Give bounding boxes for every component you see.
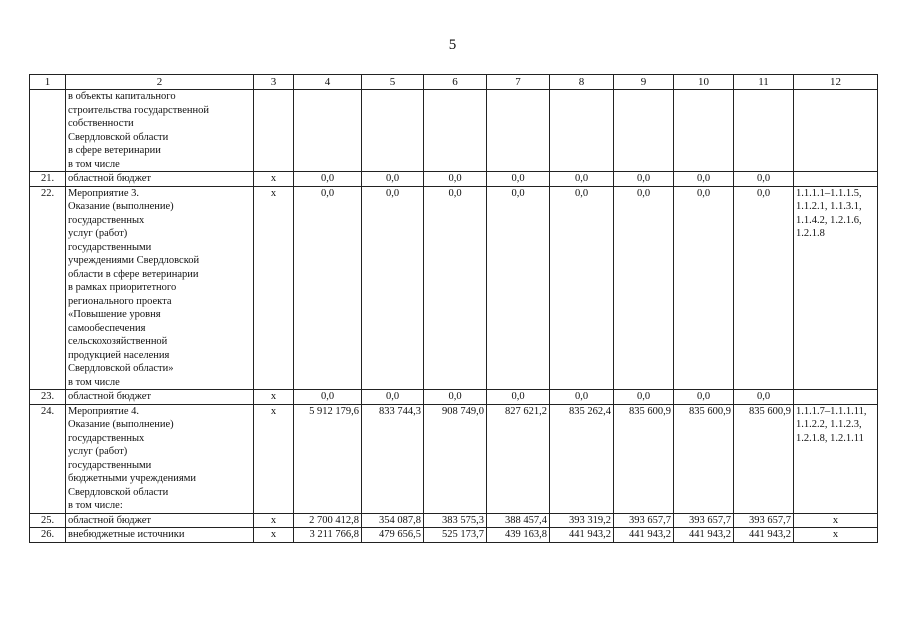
row-value: 388 457,4 (487, 513, 550, 528)
row-number: 25. (30, 513, 66, 528)
column-header: 6 (424, 75, 487, 90)
row-name: Мероприятие 4. Оказание (выполнение) государственных услуг (работ) государственными бюджетными учреждениями Свердловской области в том числе: (66, 404, 254, 513)
row-value: 0,0 (614, 172, 674, 187)
row-col3: x (254, 390, 294, 405)
row-value (362, 90, 424, 172)
row-target-refs (794, 390, 878, 405)
row-target-refs (794, 172, 878, 187)
row-col3: x (254, 528, 294, 543)
row-value: 0,0 (294, 390, 362, 405)
row-value: 0,0 (362, 186, 424, 390)
row-col3: x (254, 404, 294, 513)
row-value: 0,0 (424, 390, 487, 405)
table-row (30, 90, 878, 172)
row-value: 0,0 (734, 172, 794, 187)
budget-table (29, 74, 878, 543)
row-value: 0,0 (362, 172, 424, 187)
table-row (30, 404, 878, 513)
row-value: 393 319,2 (550, 513, 614, 528)
row-name: областной бюджет (66, 390, 254, 405)
row-col3 (254, 90, 294, 172)
row-name: в объекты капитального строительства государственной собственности Свердловской области в сфере ветеринарии в том числе (66, 90, 254, 172)
row-name: внебюджетные источники (66, 528, 254, 543)
row-value: 393 657,7 (614, 513, 674, 528)
row-name: областной бюджет (66, 513, 254, 528)
column-header: 7 (487, 75, 550, 90)
row-value: 0,0 (424, 186, 487, 390)
row-value: 0,0 (550, 172, 614, 187)
row-value: 0,0 (487, 390, 550, 405)
row-value: 479 656,5 (362, 528, 424, 543)
row-col3: x (254, 513, 294, 528)
column-header: 8 (550, 75, 614, 90)
column-header: 2 (66, 75, 254, 90)
page-number: 5 (448, 37, 457, 53)
row-target-refs: x (794, 513, 878, 528)
row-value: 0,0 (614, 186, 674, 390)
row-name: Мероприятие 3. Оказание (выполнение) государственных услуг (работ) государственными учреждениями Свердловской области в сфере ветеринарии в рамках приоритетного регионального проекта «Повышение уровня самообеспечения сельскохозяйственной продукцией населения Свердловской области» в том числе (66, 186, 254, 390)
row-value: 441 943,2 (550, 528, 614, 543)
row-value: 0,0 (487, 186, 550, 390)
row-value: 441 943,2 (674, 528, 734, 543)
row-number (30, 90, 66, 172)
row-col3: x (254, 172, 294, 187)
row-value (734, 90, 794, 172)
row-target-refs (794, 90, 878, 172)
table-row (30, 186, 878, 390)
row-value: 0,0 (674, 172, 734, 187)
row-number: 26. (30, 528, 66, 543)
row-value: 3 211 766,8 (294, 528, 362, 543)
row-number: 22. (30, 186, 66, 390)
row-value: 0,0 (674, 390, 734, 405)
column-header: 9 (614, 75, 674, 90)
row-value: 0,0 (294, 186, 362, 390)
column-header: 3 (254, 75, 294, 90)
column-header: 5 (362, 75, 424, 90)
table-row (30, 528, 878, 543)
row-value: 0,0 (362, 390, 424, 405)
table-row (30, 172, 878, 187)
row-value: 835 262,4 (550, 404, 614, 513)
column-header: 10 (674, 75, 734, 90)
row-value: 354 087,8 (362, 513, 424, 528)
row-value: 833 744,3 (362, 404, 424, 513)
header-row (30, 75, 878, 90)
row-value: 835 600,9 (614, 404, 674, 513)
row-col3: x (254, 186, 294, 390)
row-value: 2 700 412,8 (294, 513, 362, 528)
row-value (550, 90, 614, 172)
row-value: 383 575,3 (424, 513, 487, 528)
row-value: 439 163,8 (487, 528, 550, 543)
row-value (424, 90, 487, 172)
row-value (294, 90, 362, 172)
row-name: областной бюджет (66, 172, 254, 187)
row-number: 21. (30, 172, 66, 187)
row-value: 393 657,7 (734, 513, 794, 528)
row-target-refs: 1.1.1.7–1.1.1.11, 1.1.2.2, 1.1.2.3, 1.2.1.8, 1.2.1.11 (794, 404, 878, 513)
column-header: 11 (734, 75, 794, 90)
row-value: 0,0 (487, 172, 550, 187)
row-value: 827 621,2 (487, 404, 550, 513)
table-row (30, 390, 878, 405)
column-header: 12 (794, 75, 878, 90)
row-value: 835 600,9 (674, 404, 734, 513)
row-value: 5 912 179,6 (294, 404, 362, 513)
row-value: 441 943,2 (734, 528, 794, 543)
row-value: 0,0 (614, 390, 674, 405)
row-value: 441 943,2 (614, 528, 674, 543)
row-value: 525 173,7 (424, 528, 487, 543)
row-value: 0,0 (734, 186, 794, 390)
column-header: 1 (30, 75, 66, 90)
row-value: 0,0 (294, 172, 362, 187)
row-value: 0,0 (550, 390, 614, 405)
row-number: 24. (30, 404, 66, 513)
row-target-refs: 1.1.1.1–1.1.1.5, 1.1.2.1, 1.1.3.1, 1.1.4.2, 1.2.1.6, 1.2.1.8 (794, 186, 878, 390)
row-value: 0,0 (424, 172, 487, 187)
column-header: 4 (294, 75, 362, 90)
row-value: 908 749,0 (424, 404, 487, 513)
row-value: 835 600,9 (734, 404, 794, 513)
row-value: 0,0 (734, 390, 794, 405)
row-value: 0,0 (674, 186, 734, 390)
row-target-refs: x (794, 528, 878, 543)
table-row (30, 513, 878, 528)
row-number: 23. (30, 390, 66, 405)
row-value: 0,0 (550, 186, 614, 390)
row-value (487, 90, 550, 172)
row-value: 393 657,7 (674, 513, 734, 528)
row-value (614, 90, 674, 172)
row-value (674, 90, 734, 172)
